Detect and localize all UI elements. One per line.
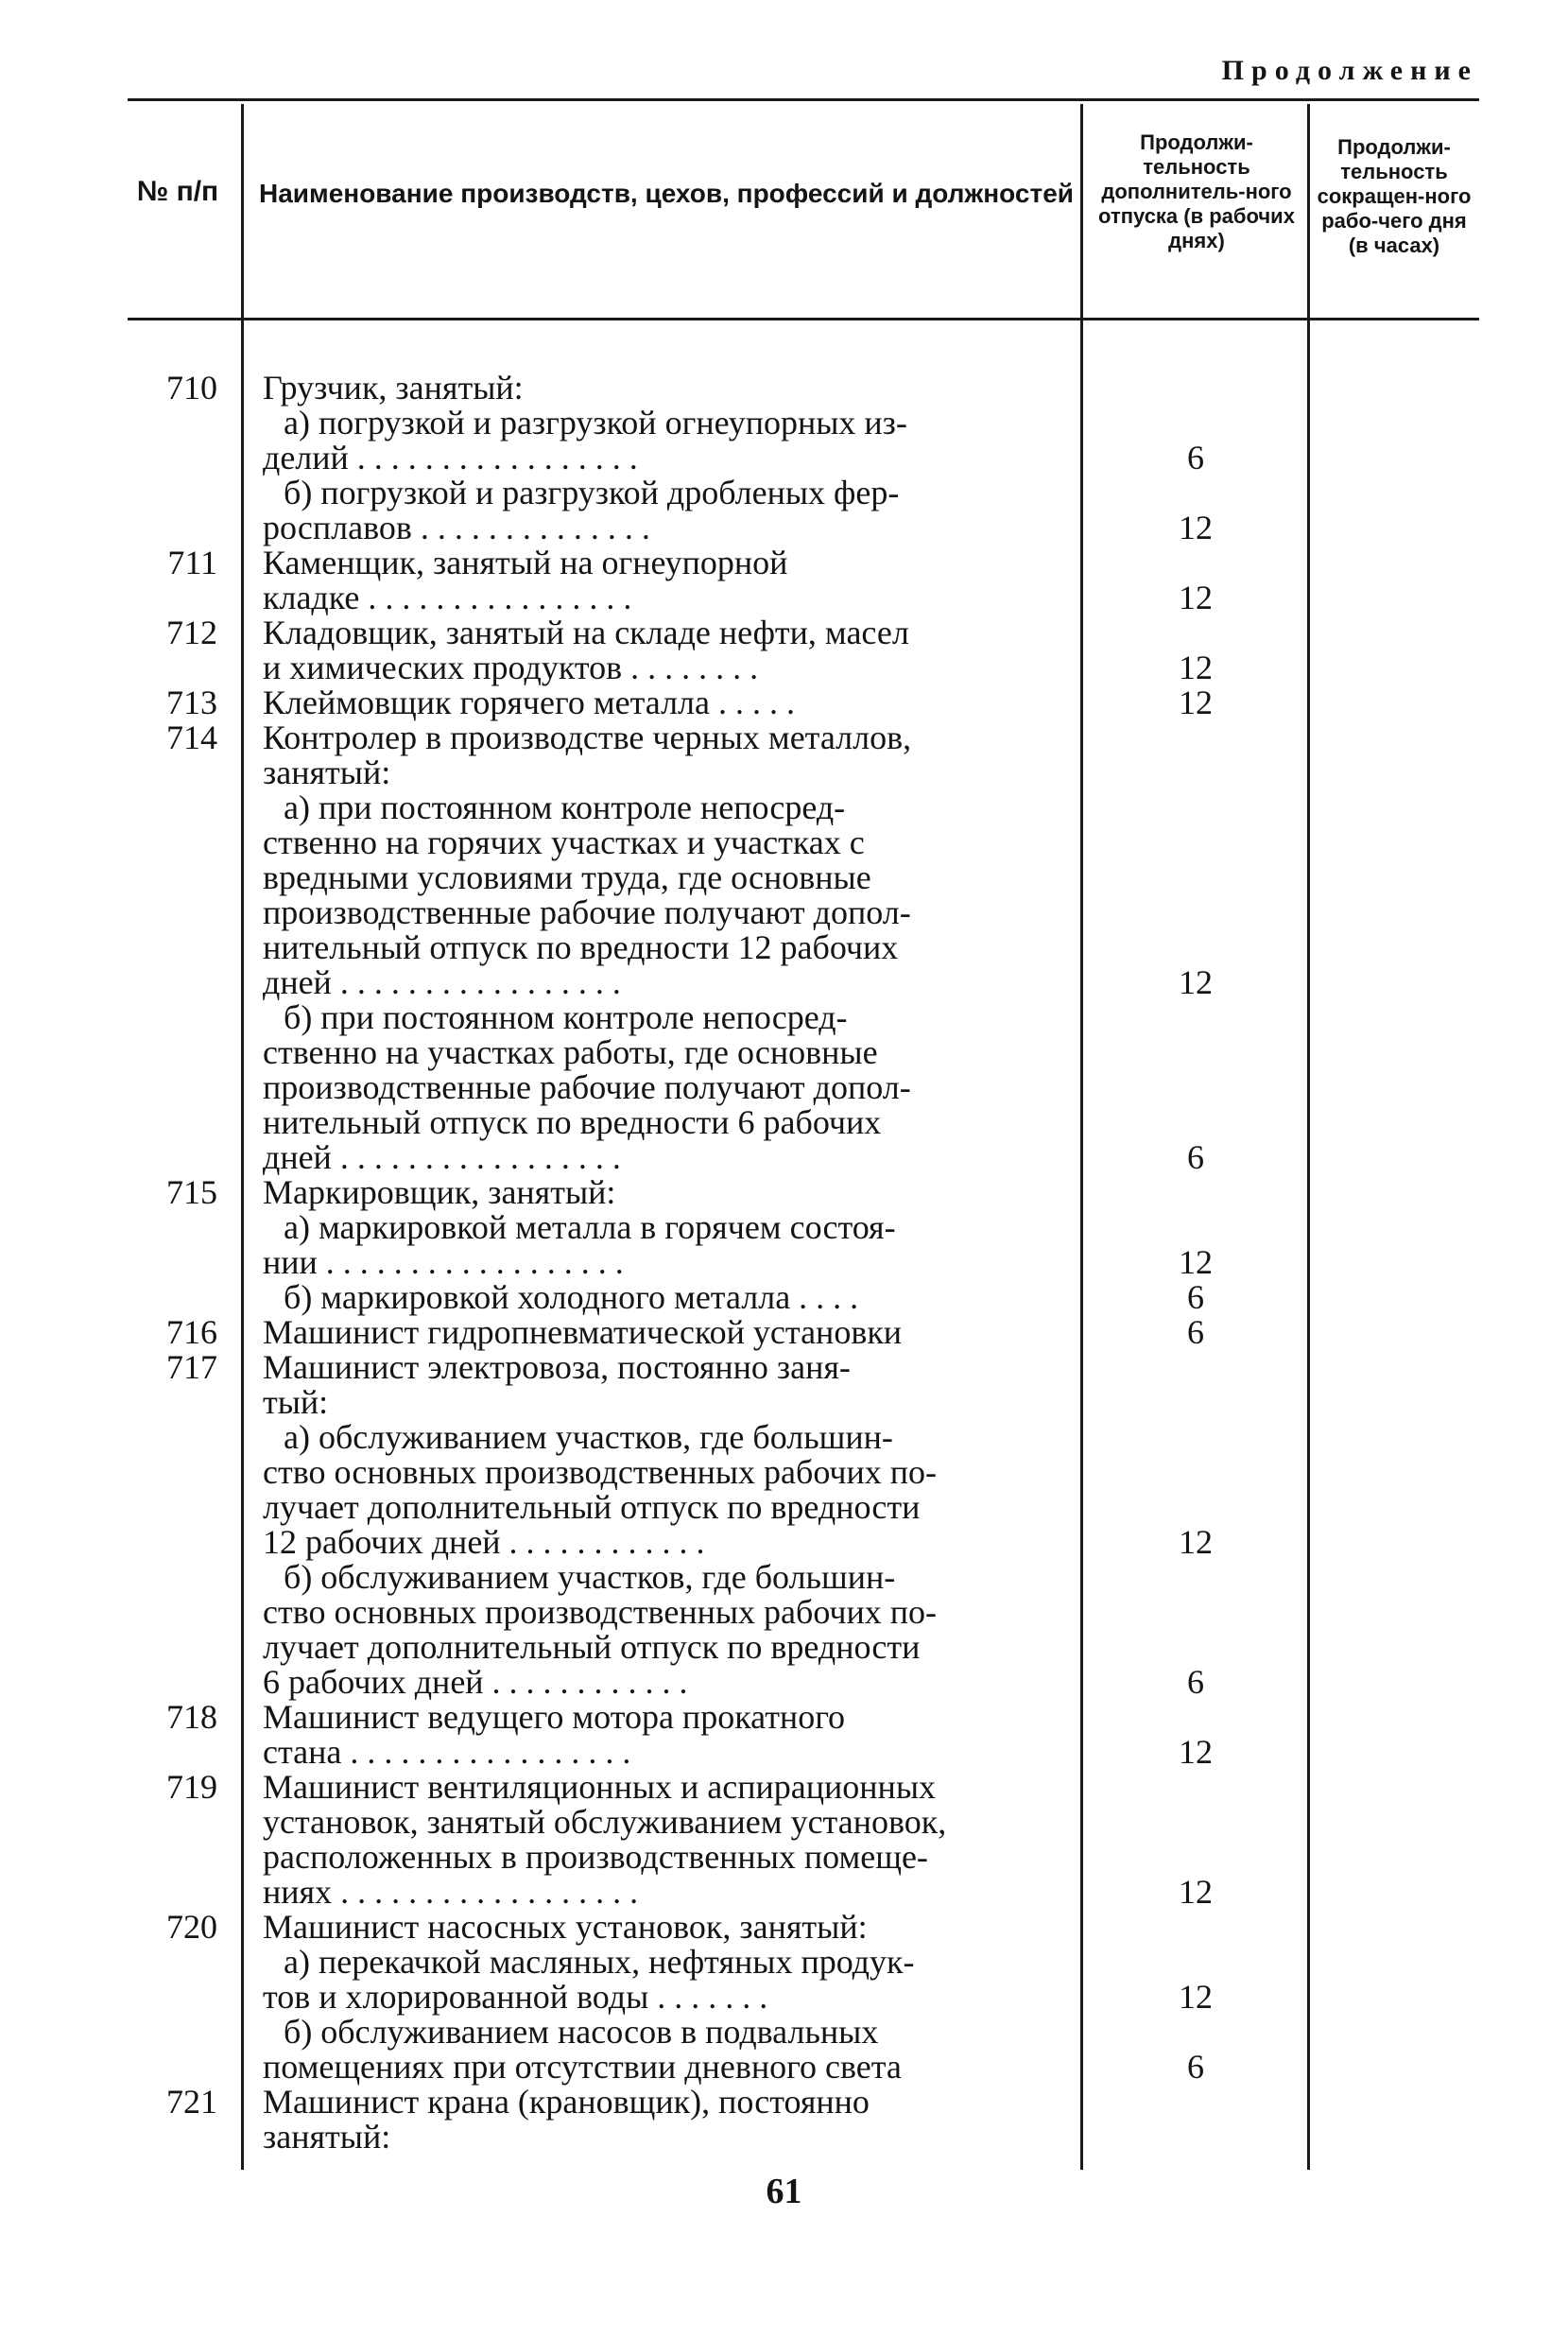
row-number: 721	[166, 2083, 217, 2121]
row-name: лучает дополнительный отпуск по вредности	[263, 1628, 921, 1666]
header-hours: Продолжи-тельность сокращен-ного рабо-чего дня (в часах)	[1317, 135, 1472, 257]
row-name: Машинист насосных установок, занятый:	[263, 1908, 868, 1946]
row-days: 12	[1179, 1873, 1213, 1911]
row-name: нительный отпуск по вредности 6 рабочих	[263, 1103, 882, 1141]
row-name: Контролер в производстве черных металлов,	[263, 719, 912, 756]
row-number: 719	[166, 1768, 217, 1806]
row-days: 12	[1179, 1733, 1213, 1771]
row-number: 710	[166, 369, 217, 407]
row-name: производственные рабочие получают допол-	[263, 1068, 911, 1106]
header-top-rule	[128, 98, 1479, 101]
row-name: Каменщик, занятый на огнеупорной	[263, 544, 788, 581]
row-name: тый:	[263, 1383, 329, 1421]
row-name: ственно на горячих участках и участках с	[263, 823, 865, 861]
row-name: б) погрузкой и разгрузкой дробленых фер-	[284, 474, 900, 511]
row-days: 12	[1179, 509, 1213, 546]
row-name: ниях . . . . . . . . . . . . . . . . . .	[263, 1873, 639, 1911]
row-name: Маркировщик, занятый:	[263, 1173, 616, 1211]
row-name: Машинист ведущего мотора прокатного	[263, 1698, 846, 1736]
row-number: 714	[166, 719, 217, 756]
row-name: нии . . . . . . . . . . . . . . . . . .	[263, 1243, 624, 1281]
row-name: Кладовщик, занятый на складе нефти, масел	[263, 614, 909, 651]
row-name: делий . . . . . . . . . . . . . . . . .	[263, 439, 638, 476]
row-name: лучает дополнительный отпуск по вредности	[263, 1488, 921, 1526]
row-number: 718	[166, 1698, 217, 1736]
row-name: Машинист электровоза, постоянно заня-	[263, 1348, 851, 1386]
row-days: 12	[1179, 1243, 1213, 1281]
row-number: 717	[166, 1348, 217, 1386]
row-days: 12	[1179, 1978, 1213, 2016]
row-days: 6	[1187, 1138, 1204, 1176]
row-name: занятый:	[263, 753, 391, 791]
row-name: Машинист вентиляционных и аспирационных	[263, 1768, 937, 1806]
row-name: и химических продуктов . . . . . . . .	[263, 649, 759, 686]
row-number: 712	[166, 614, 217, 651]
row-name: Машинист крана (крановщик), постоянно	[263, 2083, 870, 2121]
header-name: Наименование производств, цехов, профессий и должностей	[259, 179, 1074, 208]
row-name: а) погрузкой и разгрузкой огнеупорных из-	[284, 404, 907, 442]
row-name: стана . . . . . . . . . . . . . . . . .	[263, 1733, 631, 1771]
row-name: ственно на участках работы, где основные	[263, 1033, 878, 1071]
row-name: Грузчик, занятый:	[263, 369, 524, 407]
row-name: тов и хлорированной воды . . . . . . .	[263, 1978, 768, 2016]
row-name: дней . . . . . . . . . . . . . . . . .	[263, 963, 621, 1001]
row-name: вредными условиями труда, где основные	[263, 858, 871, 896]
row-name: б) при постоянном контроле непосред-	[284, 998, 848, 1036]
row-name: б) маркировкой холодного металла . . . .	[284, 1278, 859, 1316]
row-days: 6	[1187, 2048, 1204, 2086]
row-name: 6 рабочих дней . . . . . . . . . . . .	[263, 1663, 688, 1701]
row-name: а) перекачкой масляных, нефтяных продук-	[284, 1943, 915, 1981]
row-name: б) обслуживанием насосов в подвальных	[284, 2013, 879, 2051]
row-name: занятый:	[263, 2118, 391, 2156]
row-name: б) обслуживанием участков, где большин-	[284, 1558, 896, 1596]
row-name: а) обслуживанием участков, где большин-	[284, 1418, 893, 1456]
row-days: 12	[1179, 1523, 1213, 1561]
row-name: нительный отпуск по вредности 12 рабочих	[263, 928, 899, 966]
row-name: ство основных производственных рабочих по-	[263, 1593, 938, 1631]
header-num: № п/п	[136, 176, 219, 207]
row-name: Клеймовщик горячего металла . . . . .	[263, 684, 795, 721]
row-days: 12	[1179, 963, 1213, 1001]
column-divider-3	[1307, 104, 1310, 2170]
row-name: а) маркировкой металла в горячем состоя-	[284, 1208, 896, 1246]
row-number: 713	[166, 684, 217, 721]
row-days: 6	[1187, 1278, 1204, 1316]
row-days: 6	[1187, 1313, 1204, 1351]
row-name: кладке . . . . . . . . . . . . . . . .	[263, 579, 632, 616]
row-number: 711	[167, 544, 217, 581]
row-number: 715	[166, 1173, 217, 1211]
row-name: а) при постоянном контроле непосред-	[284, 788, 846, 826]
row-name: дней . . . . . . . . . . . . . . . . .	[263, 1138, 621, 1176]
row-name: установок, занятый обслуживанием установок,	[263, 1803, 947, 1841]
row-name: расположенных в производственных помеще-	[263, 1838, 928, 1876]
header-bottom-rule	[128, 318, 1479, 320]
row-name: производственные рабочие получают допол-	[263, 893, 911, 931]
continued-label: Продолжение	[1221, 55, 1478, 86]
row-name: Машинист гидропневматической установки	[263, 1313, 903, 1351]
row-name: 12 рабочих дней . . . . . . . . . . . .	[263, 1523, 705, 1561]
row-name: ство основных производственных рабочих по-	[263, 1453, 938, 1491]
header-days: Продолжи-тельность дополнитель-ного отпуска (в рабочих днях)	[1098, 130, 1295, 252]
page-number: 61	[766, 2172, 802, 2211]
row-number: 720	[166, 1908, 217, 1946]
row-days: 6	[1187, 439, 1204, 476]
row-days: 12	[1179, 579, 1213, 616]
row-days: 12	[1179, 684, 1213, 721]
column-divider-1	[241, 104, 244, 2170]
row-number: 716	[166, 1313, 217, 1351]
row-name: помещениях при отсутствии дневного света	[263, 2048, 902, 2086]
row-days: 12	[1179, 649, 1213, 686]
row-days: 6	[1187, 1663, 1204, 1701]
row-name: росплавов . . . . . . . . . . . . . .	[263, 509, 650, 546]
